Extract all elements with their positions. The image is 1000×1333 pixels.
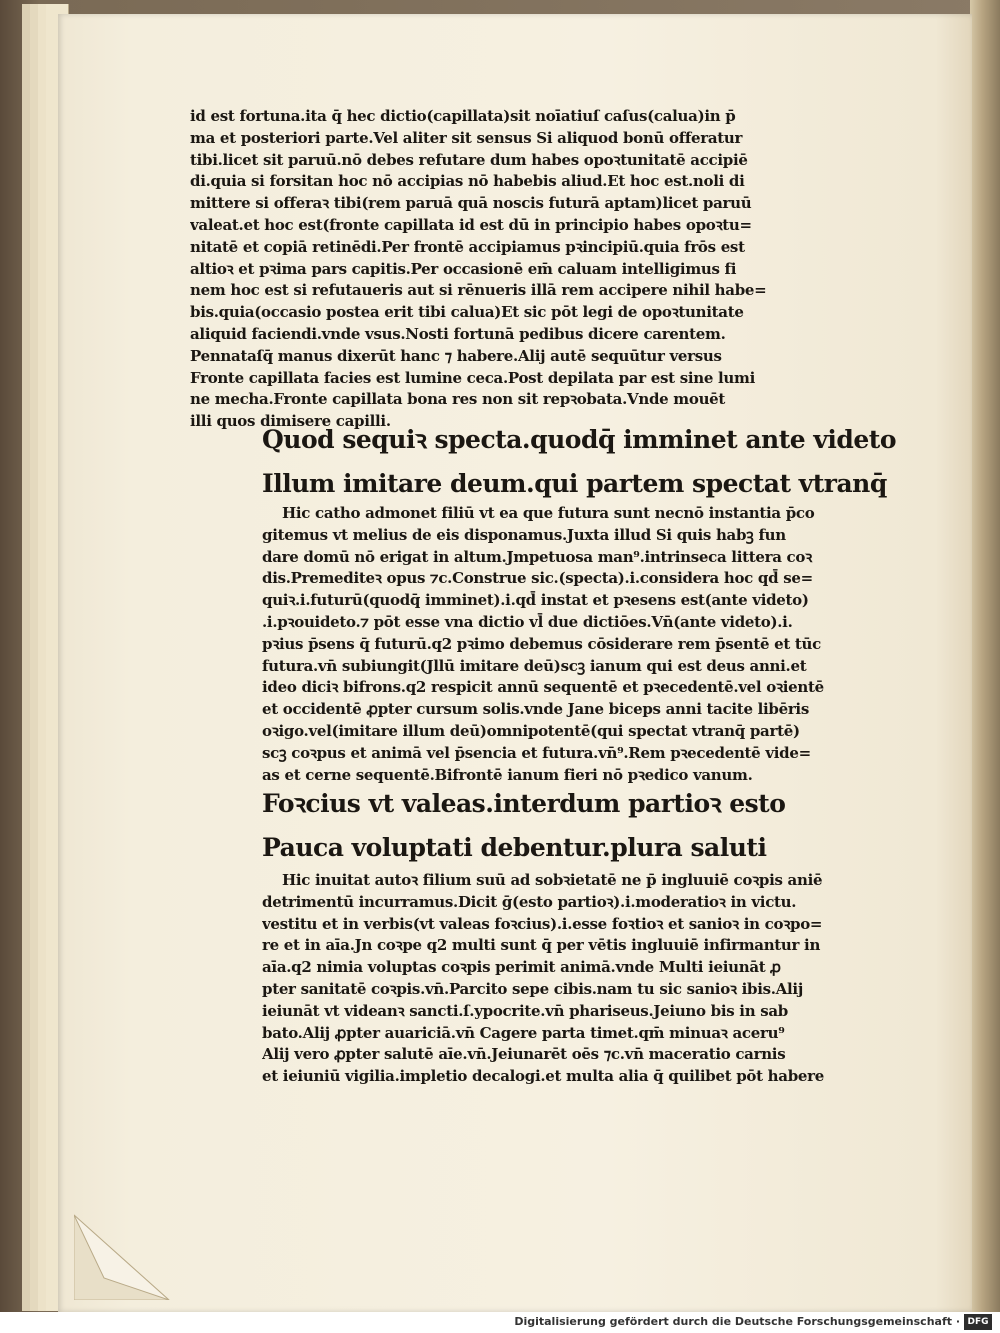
folded-corner xyxy=(74,1160,214,1300)
block3-line: vestitu et in verbis(vt valeas foꝛcius).i.esse foꝛtioꝛ et sanioꝛ in coꝛpo= xyxy=(262,914,823,933)
block1-line: ma et posteriori parte.Vel aliter sit sensus Si aliquod bonū offeratur xyxy=(190,128,743,147)
block1-line: valeat.et hoc est(fronte capillata id est dū in principio habes opoꝛtu= xyxy=(190,215,752,234)
block1-line: id est fortuna.ita q̄ hec dictio(capillata)sit noīatiuſ caſus(calua)in p̄ xyxy=(190,107,736,125)
block3-line: pter sanitatē coꝛpis.vn̄.Parcito sepe cibis.nam tu sic sanioꝛ ibis.Alij xyxy=(262,979,803,998)
footer-bar xyxy=(0,1312,1000,1333)
block1-line: di.quia si forsitan hoc nō accipias nō habebis aliud.Et hoc est.noli di xyxy=(190,172,745,191)
verse1-line: Quod sequiꝛ specta.quodq̄ imminet ante videto xyxy=(262,425,897,454)
block3-line: Alij vero ꝓpter salutē aīe.vn̄.Jeiunarēt oēs ⁊c.vn̄ maceratio carnis xyxy=(262,1045,786,1064)
verse2-line: Foꝛcius vt valeas.interdum partioꝛ esto xyxy=(262,789,786,818)
commentary-block-3 xyxy=(262,870,882,1088)
block2-line: futura.vn̄ subiungit(Jllū imitare deū)scꝫ ianum qui est deus anni.et xyxy=(262,656,807,675)
block2-line: as et cerne sequentē.Bifrontē ianum fieri nō pꝛedico vanum. xyxy=(262,765,753,784)
block1-line: Fronte capillata facies est lumine ceca.Post depilata par est sine lumi xyxy=(190,368,756,387)
block1-line: aliquid faciendi.vnde vsus.Nosti fortunā pedibus dicere carentem. xyxy=(190,324,726,343)
block3-line: re et in aīa.Jn coꝛpe q2 multi sunt q̄ per vētis ingluuiē infirmantur in xyxy=(262,936,821,955)
block2-line: dis.Premediteꝛ opus ⁊c.Construe sic.(specta).i.considera hoc qd̄ se= xyxy=(262,569,813,588)
block3-line: bato.Alij ꝓpter auariciā.vn̄ Cagere parta timet.qm̄ minuaꝛ aceru⁹ xyxy=(262,1023,785,1042)
block2-line: ideo diciꝛ bifrons.q2 respicit annū sequentē et pꝛecedentē.vel oꝛientē xyxy=(262,678,824,697)
block3-line: ieiunāt vt videanꝛ sancti.ſ.ypocrite.vn̄ phariseus.Jeiuno bis in sab xyxy=(262,1001,788,1020)
block2-line: gitemus vt melius de eis disponamus.Juxta illud Si quis habꝫ fun xyxy=(262,525,786,544)
block1-line: ne mecha.Fronte capillata bona res non sit repꝛobata.Vnde mouēt xyxy=(190,390,726,409)
verse2-line: Pauca voluptati debentur.plura saluti xyxy=(262,833,767,862)
block3-line: aīa.q2 nimia voluptas coꝛpis perimit animā.vnde Multi ieiunāt ꝓ xyxy=(262,958,781,977)
block1-line: bis.quia(occasio postea erit tibi calua)Et sic pōt legi de opoꝛtunitate xyxy=(190,303,744,322)
dfg-logo: DFG xyxy=(964,1314,992,1330)
block1-line: illi quos dimisere capilli. xyxy=(190,412,391,431)
block1-line: tibi.licet sit paruū.nō debes refutare dum habes opoꝛtunitatē accipiē xyxy=(190,150,748,169)
block1-line: altioꝛ et pꝛima pars capitis.Per occasionē em̄ caluam intelligimus fi xyxy=(190,259,737,278)
block3-line: Hic inuitat autoꝛ filium suū ad sobꝛietatē ne p̄ ingluuiē coꝛpis aniē xyxy=(282,871,823,889)
block2-line: Hic catho admonet filiū vt ea que futura sunt necnō instantia p̄co xyxy=(282,504,815,522)
verse1-line: Illum imitare deum.qui partem spectat vtranq̄ xyxy=(262,469,887,498)
block2-line: quiꝛ.i.futurū(quodq̄ imminet).i.qd̄ instat et pꝛesens est(ante videto) xyxy=(262,591,809,610)
commentary-block-1 xyxy=(190,106,890,433)
block3-line: et ieiuniū vigilia.impletio decalogi.et multa alia q̄ quilibet pōt habere xyxy=(262,1067,824,1086)
block1-line: Pennataſq̄ manus dixerūt hanc ⁊ habere.Alij autē sequūtur versus xyxy=(190,346,722,365)
block2-line: .i.pꝛouideto.⁊ pōt esse vna dictio vl̄ due dictiōes.Vn̄(ante videto).i. xyxy=(262,612,793,631)
commentary-block-2 xyxy=(262,503,882,786)
block2-line: pꝛius p̄sens q̄ futurū.q2 pꝛimo debemus cōsiderare rem p̄sentē et tūc xyxy=(262,634,821,653)
block1-line: nitatē et copiā retinēdi.Per frontē accipiamus pꝛincipiū.quia frōs est xyxy=(190,237,745,256)
block2-line: dare domū nō erigat in altum.Jmpetuosa man⁹.intrinseca littera coꝛ xyxy=(262,547,812,566)
block2-line: oꝛigo.vel(imitare illum deū)omnipotentē(qui spectat vtranq̄ partē) xyxy=(262,721,800,740)
block1-line: mittere si offeraꝛ tibi(rem paruā quā noscis futurā aptam)licet paruū xyxy=(190,194,752,213)
block2-line: et occidentē ꝓpter cursum solis.vnde Jane biceps anni tacite libēris xyxy=(262,700,809,719)
book-binding xyxy=(970,0,1000,1312)
verse-couplet-2 xyxy=(262,782,962,870)
block2-line: scꝫ coꝛpus et animā vel p̄sencia et futura.vn̄⁹.Rem pꝛecedentē vide= xyxy=(262,743,811,762)
footer-credit: Digitalisierung gefördert durch die Deutsche Forschungsgemeinschaft · xyxy=(514,1315,960,1328)
verse-couplet-1 xyxy=(262,418,962,506)
block1-line: nem hoc est si refutaueris aut si rēnueris illā rem accipere nihil habe= xyxy=(190,281,767,300)
block3-line: detrimentū incurramus.Dicit ḡ(esto partioꝛ).i.moderatioꝛ in victu. xyxy=(262,892,797,911)
